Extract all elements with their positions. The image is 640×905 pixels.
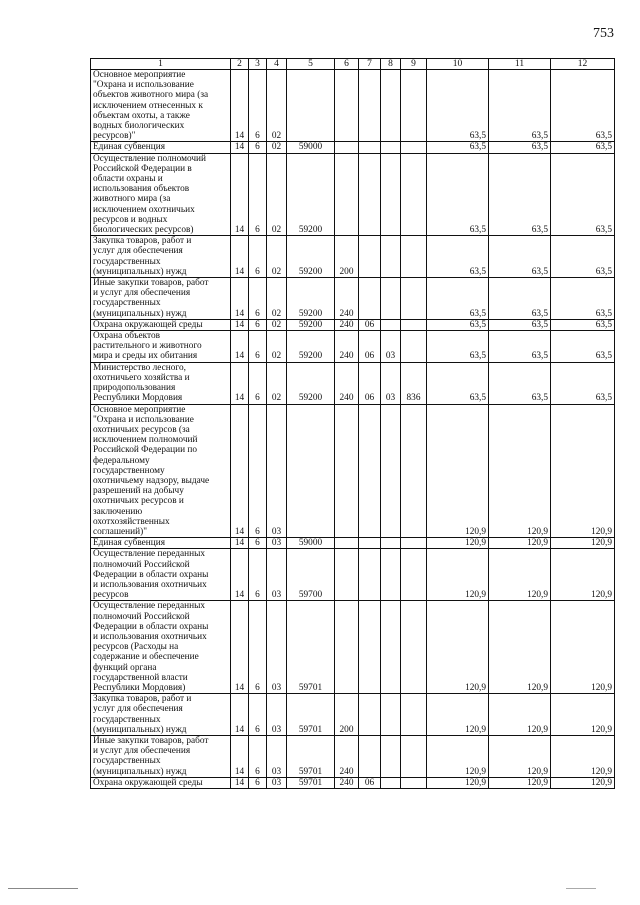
- cell-col-8: [381, 777, 401, 788]
- cell-col-9: [401, 538, 427, 549]
- cell-col-7: [359, 70, 381, 142]
- cell-col-11: 120,9: [489, 549, 551, 601]
- cell-col-11: 120,9: [489, 694, 551, 736]
- row-name: Основное мероприятие "Охрана и использование охотничьих ресурсов (за исключением полномочий Российской Федерации по федеральному государственному охотничьему надзору, выдаче разрешений на добычу охотничьих ресурсов и заключению охотхозяйственных соглашений)": [93, 404, 210, 537]
- cell-col-6: 240: [335, 278, 359, 320]
- cell-col-9: [401, 694, 427, 736]
- cell-col-3: 6: [249, 549, 267, 601]
- cell-col-4: 03: [267, 736, 287, 778]
- cell-col-7: [359, 153, 381, 236]
- row-name-cell: [91, 142, 231, 153]
- cell-col-11: 63,5: [489, 319, 551, 330]
- cell-col-3: 6: [249, 736, 267, 778]
- cell-col-3: 6: [249, 70, 267, 142]
- table-row: [91, 331, 615, 363]
- cell-col-10: 63,5: [427, 142, 489, 153]
- cell-col-3: 6: [249, 319, 267, 330]
- table-row: [91, 694, 615, 736]
- cell-col-8: [381, 70, 401, 142]
- cell-col-5: 59701: [287, 601, 335, 694]
- row-name-cell: [91, 736, 231, 778]
- cell-col-5: 59701: [287, 736, 335, 778]
- cell-col-11: 120,9: [489, 736, 551, 778]
- cell-col-9: [401, 549, 427, 601]
- cell-col-10: 63,5: [427, 362, 489, 404]
- cell-col-7: [359, 549, 381, 601]
- cell-col-9: [401, 142, 427, 153]
- table-row: [91, 404, 615, 538]
- cell-col-10: 120,9: [427, 736, 489, 778]
- column-header-4: 4: [267, 59, 287, 70]
- row-name: Осуществление полномочий Российской Федерации в области охраны и использования объектов животного мира (за исключением охотничьих ресурсов и водных биологических ресурсов): [93, 153, 207, 236]
- cell-col-2: 14: [231, 278, 249, 320]
- cell-col-6: [335, 549, 359, 601]
- row-name-cell: [91, 331, 231, 363]
- table-row: [91, 538, 615, 549]
- cell-col-2: 14: [231, 694, 249, 736]
- column-header-9: 9: [401, 59, 427, 70]
- cell-col-5: 59200: [287, 331, 335, 363]
- cell-col-5: 59200: [287, 278, 335, 320]
- row-name-cell: [91, 153, 231, 236]
- cell-col-9: [401, 278, 427, 320]
- cell-col-12: 120,9: [551, 549, 615, 601]
- table-row: [91, 601, 615, 694]
- row-name-cell: [91, 319, 231, 330]
- cell-col-11: 120,9: [489, 538, 551, 549]
- table-row: [91, 70, 615, 142]
- table-row: [91, 777, 615, 788]
- cell-col-7: [359, 236, 381, 278]
- cell-col-8: [381, 736, 401, 778]
- row-name: Иные закупки товаров, работ и услуг для обеспечения государственных (муниципальных) нужд: [93, 736, 209, 777]
- row-name: Основное мероприятие "Охрана и использование объектов животного мира (за исключением отнесенных к объектам охоты, а также водных биологических ресурсов)": [93, 70, 209, 142]
- cell-col-9: [401, 736, 427, 778]
- row-name: Министерство лесного, охотничьего хозяйства и природопользования Республики Мордовия: [93, 362, 190, 404]
- table-body: [91, 70, 615, 789]
- cell-col-10: 120,9: [427, 777, 489, 788]
- cell-col-9: [401, 153, 427, 236]
- cell-col-6: [335, 404, 359, 538]
- cell-col-10: 63,5: [427, 153, 489, 236]
- cell-col-2: 14: [231, 777, 249, 788]
- cell-col-9: [401, 236, 427, 278]
- cell-col-8: 03: [381, 362, 401, 404]
- cell-col-8: [381, 538, 401, 549]
- column-header-12: 12: [551, 59, 615, 70]
- cell-col-2: 14: [231, 331, 249, 363]
- cell-col-5: [287, 70, 335, 142]
- cell-col-4: 02: [267, 331, 287, 363]
- cell-col-6: [335, 153, 359, 236]
- row-name-cell: [91, 236, 231, 278]
- column-header-11: 11: [489, 59, 551, 70]
- cell-col-2: 14: [231, 404, 249, 538]
- cell-col-9: [401, 70, 427, 142]
- cell-col-12: 63,5: [551, 70, 615, 142]
- cell-col-2: 14: [231, 736, 249, 778]
- row-name: Закупка товаров, работ и услуг для обеспечения государственных (муниципальных) нужд: [93, 236, 192, 277]
- cell-col-4: 02: [267, 70, 287, 142]
- cell-col-12: 63,5: [551, 236, 615, 278]
- cell-col-5: 59701: [287, 777, 335, 788]
- cell-col-6: 200: [335, 694, 359, 736]
- cell-col-11: 63,5: [489, 331, 551, 363]
- cell-col-2: 14: [231, 538, 249, 549]
- cell-col-3: 6: [249, 404, 267, 538]
- table-row: [91, 153, 615, 236]
- row-name-cell: [91, 694, 231, 736]
- cell-col-7: [359, 694, 381, 736]
- column-header-6: 6: [335, 59, 359, 70]
- cell-col-6: 240: [335, 331, 359, 363]
- cell-col-3: 6: [249, 538, 267, 549]
- cell-col-12: 120,9: [551, 601, 615, 694]
- cell-col-9: [401, 331, 427, 363]
- cell-col-11: 120,9: [489, 404, 551, 538]
- cell-col-4: 02: [267, 153, 287, 236]
- cell-col-7: 06: [359, 331, 381, 363]
- column-header-5: 5: [287, 59, 335, 70]
- cell-col-4: 02: [267, 319, 287, 330]
- cell-col-5: 59000: [287, 142, 335, 153]
- cell-col-3: 6: [249, 331, 267, 363]
- cell-col-10: 63,5: [427, 319, 489, 330]
- cell-col-8: [381, 142, 401, 153]
- cell-col-10: 120,9: [427, 694, 489, 736]
- cell-col-6: 240: [335, 319, 359, 330]
- row-name-cell: [91, 278, 231, 320]
- cell-col-7: [359, 404, 381, 538]
- cell-col-8: [381, 153, 401, 236]
- cell-col-7: [359, 278, 381, 320]
- cell-col-3: 6: [249, 236, 267, 278]
- cell-col-4: 03: [267, 404, 287, 538]
- cell-col-12: 120,9: [551, 404, 615, 538]
- cell-col-9: [401, 601, 427, 694]
- cell-col-10: 63,5: [427, 278, 489, 320]
- row-name: Закупка товаров, работ и услуг для обеспечения государственных (муниципальных) нужд: [93, 694, 192, 735]
- cell-col-5: 59200: [287, 236, 335, 278]
- column-header-1: 1: [91, 59, 231, 70]
- cell-col-12: 63,5: [551, 142, 615, 153]
- column-header-3: 3: [249, 59, 267, 70]
- row-name-cell: [91, 601, 231, 694]
- cell-col-6: [335, 142, 359, 153]
- column-header-7: 7: [359, 59, 381, 70]
- cell-col-2: 14: [231, 601, 249, 694]
- cell-col-7: [359, 142, 381, 153]
- cell-col-11: 120,9: [489, 601, 551, 694]
- cell-col-2: 14: [231, 70, 249, 142]
- cell-col-10: 63,5: [427, 331, 489, 363]
- cell-col-7: 06: [359, 319, 381, 330]
- cell-col-10: 63,5: [427, 70, 489, 142]
- cell-col-6: 240: [335, 777, 359, 788]
- cell-col-2: 14: [231, 142, 249, 153]
- scan-mark-left: [8, 888, 78, 889]
- cell-col-6: 240: [335, 736, 359, 778]
- cell-col-8: [381, 236, 401, 278]
- cell-col-10: 120,9: [427, 601, 489, 694]
- cell-col-11: 63,5: [489, 362, 551, 404]
- cell-col-2: 14: [231, 236, 249, 278]
- cell-col-12: 63,5: [551, 278, 615, 320]
- cell-col-12: 120,9: [551, 736, 615, 778]
- budget-table: [90, 58, 615, 789]
- cell-col-5: 59200: [287, 362, 335, 404]
- scan-mark-right: [566, 888, 596, 889]
- cell-col-4: 02: [267, 236, 287, 278]
- cell-col-12: 63,5: [551, 331, 615, 363]
- row-name-cell: [91, 70, 231, 142]
- cell-col-8: [381, 694, 401, 736]
- cell-col-6: 240: [335, 362, 359, 404]
- cell-col-10: 120,9: [427, 404, 489, 538]
- cell-col-6: 200: [335, 236, 359, 278]
- cell-col-9: [401, 404, 427, 538]
- cell-col-4: 02: [267, 142, 287, 153]
- row-name: Охрана окружающей среды: [93, 319, 203, 330]
- cell-col-5: 59701: [287, 694, 335, 736]
- cell-col-8: 03: [381, 331, 401, 363]
- column-header-2: 2: [231, 59, 249, 70]
- table-header-row: [91, 59, 615, 70]
- cell-col-5: 59200: [287, 319, 335, 330]
- cell-col-9: 836: [401, 362, 427, 404]
- cell-col-11: 63,5: [489, 142, 551, 153]
- cell-col-10: 63,5: [427, 236, 489, 278]
- row-name: Осуществление переданных полномочий Российской Федерации в области охраны и использования охотничьих ресурсов: [93, 549, 209, 601]
- row-name: Осуществление переданных полномочий Российской Федерации в области охраны и использования охотничьих ресурсов (Расходы на содержание и обеспечение функций органа государственной власти Республики Мордовия): [93, 601, 209, 693]
- cell-col-3: 6: [249, 362, 267, 404]
- cell-col-4: 03: [267, 777, 287, 788]
- table-row: [91, 549, 615, 601]
- cell-col-2: 14: [231, 362, 249, 404]
- table-row: [91, 142, 615, 153]
- row-name: Единая субвенция: [93, 538, 166, 549]
- cell-col-4: 02: [267, 278, 287, 320]
- table-row: [91, 362, 615, 404]
- cell-col-3: 6: [249, 153, 267, 236]
- cell-col-5: 59000: [287, 538, 335, 549]
- cell-col-3: 6: [249, 278, 267, 320]
- row-name-cell: [91, 777, 231, 788]
- cell-col-8: [381, 404, 401, 538]
- cell-col-12: 63,5: [551, 319, 615, 330]
- cell-col-5: 59200: [287, 153, 335, 236]
- row-name: Единая субвенция: [93, 142, 166, 153]
- cell-col-3: 6: [249, 142, 267, 153]
- cell-col-11: 120,9: [489, 777, 551, 788]
- row-name: Охрана окружающей среды: [93, 777, 203, 788]
- cell-col-4: 03: [267, 549, 287, 601]
- cell-col-5: 59700: [287, 549, 335, 601]
- cell-col-6: [335, 538, 359, 549]
- cell-col-7: [359, 538, 381, 549]
- page-number: 753: [593, 26, 614, 41]
- row-name-cell: [91, 404, 231, 538]
- cell-col-6: [335, 70, 359, 142]
- cell-col-7: 06: [359, 362, 381, 404]
- row-name-cell: [91, 362, 231, 404]
- cell-col-12: 63,5: [551, 362, 615, 404]
- column-header-8: 8: [381, 59, 401, 70]
- row-name-cell: [91, 549, 231, 601]
- cell-col-3: 6: [249, 601, 267, 694]
- row-name: Иные закупки товаров, работ и услуг для обеспечения государственных (муниципальных) нужд: [93, 278, 209, 319]
- cell-col-11: 63,5: [489, 236, 551, 278]
- cell-col-4: 03: [267, 601, 287, 694]
- cell-col-8: [381, 601, 401, 694]
- cell-col-8: [381, 319, 401, 330]
- cell-col-6: [335, 601, 359, 694]
- cell-col-12: 120,9: [551, 538, 615, 549]
- cell-col-12: 120,9: [551, 777, 615, 788]
- table-row: [91, 236, 615, 278]
- cell-col-3: 6: [249, 694, 267, 736]
- cell-col-7: [359, 736, 381, 778]
- cell-col-11: 63,5: [489, 278, 551, 320]
- cell-col-11: 63,5: [489, 153, 551, 236]
- cell-col-7: 06: [359, 777, 381, 788]
- cell-col-9: [401, 319, 427, 330]
- cell-col-11: 63,5: [489, 70, 551, 142]
- cell-col-8: [381, 278, 401, 320]
- table-row: [91, 319, 615, 330]
- cell-col-12: 120,9: [551, 694, 615, 736]
- cell-col-2: 14: [231, 153, 249, 236]
- cell-col-12: 63,5: [551, 153, 615, 236]
- cell-col-3: 6: [249, 777, 267, 788]
- table-row: [91, 736, 615, 778]
- cell-col-7: [359, 601, 381, 694]
- cell-col-8: [381, 549, 401, 601]
- cell-col-4: 03: [267, 694, 287, 736]
- cell-col-10: 120,9: [427, 538, 489, 549]
- cell-col-4: 02: [267, 362, 287, 404]
- row-name: Охрана объектов растительного и животного мира и среды их обитания: [93, 331, 202, 362]
- column-header-10: 10: [427, 59, 489, 70]
- cell-col-2: 14: [231, 319, 249, 330]
- cell-col-4: 03: [267, 538, 287, 549]
- row-name-cell: [91, 538, 231, 549]
- table-row: [91, 278, 615, 320]
- cell-col-2: 14: [231, 549, 249, 601]
- cell-col-5: [287, 404, 335, 538]
- cell-col-9: [401, 777, 427, 788]
- cell-col-10: 120,9: [427, 549, 489, 601]
